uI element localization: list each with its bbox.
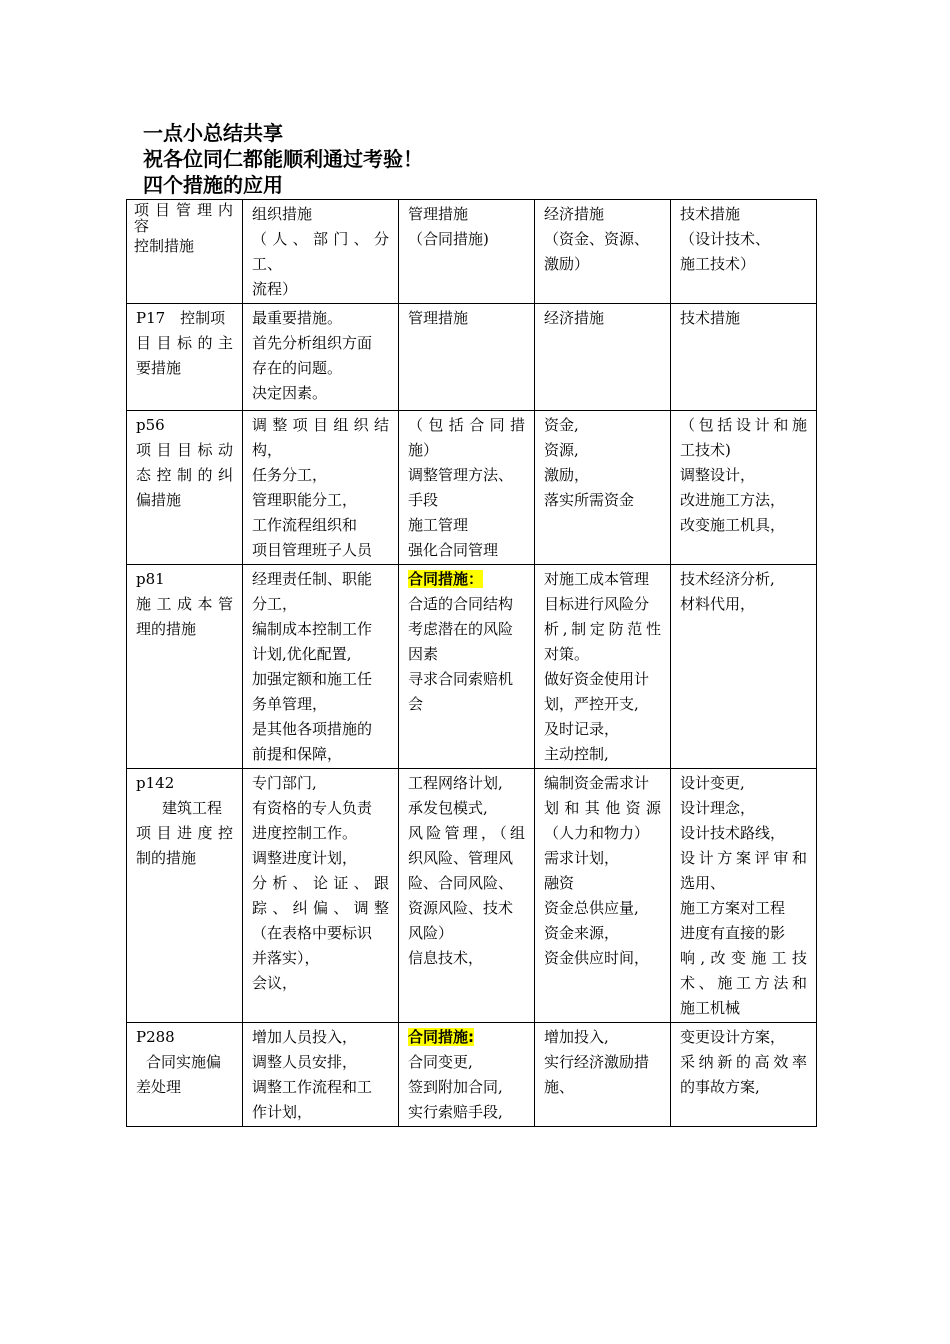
cell-line: 调整设计， — [680, 466, 756, 484]
cell-line: 决定因素。 — [252, 384, 328, 402]
cell-line: 因素 — [408, 645, 439, 663]
document-headings — [143, 120, 423, 198]
cell-line: 并落实）， — [252, 949, 320, 967]
cell-line: 技术措施 — [680, 309, 741, 327]
cell-line: （人、部门、分 — [252, 230, 389, 248]
cell-line: 激励） — [544, 255, 590, 273]
cell-line: 作计划， — [252, 1103, 313, 1121]
cell-line: 划和其他资源 — [544, 799, 661, 817]
cell-line: 采纳新的高效率 — [680, 1053, 807, 1071]
cell-line: 调整管理方法、 — [408, 466, 514, 484]
cell-line: 专门部门, — [252, 774, 317, 792]
cell-line: 施工成本管 — [136, 595, 233, 613]
cell-line: P17 控制项 — [136, 309, 226, 327]
cell-line: 组织措施 — [252, 205, 313, 223]
cell-line: P288 — [136, 1028, 175, 1046]
table-cell — [671, 769, 817, 1023]
cell-line: （包括合同措 — [408, 416, 525, 434]
cell-line: 务单管理， — [252, 695, 328, 713]
cell-line: 技术经济分析, — [680, 570, 775, 588]
cell-line: （合同措施) — [408, 230, 489, 248]
cell-line: 资金来源， — [544, 924, 620, 942]
cell-line: 最重要措施。 — [252, 309, 343, 327]
table-header-row — [127, 200, 817, 304]
cell-line: 经理责任制、职能 — [252, 570, 373, 588]
table-cell — [243, 1023, 399, 1127]
row-label-cell — [127, 565, 243, 769]
cell-line: 有资格的专人负责 — [252, 799, 373, 817]
cell-line: 合同变更, — [408, 1053, 473, 1071]
cell-line: 响,改变施工技 — [680, 949, 807, 967]
cell-line: 实行索赔手段, — [408, 1103, 503, 1121]
cell-line: 管理措施 — [408, 309, 469, 327]
table-cell — [243, 565, 399, 769]
cell-line: 是其他各项措施的 — [252, 720, 373, 738]
cell-line: 及时记录， — [544, 720, 620, 738]
table-cell — [535, 1023, 671, 1127]
cell-line: 项目目标动 — [136, 441, 233, 459]
header-cell-economic — [535, 200, 671, 304]
cell-line: 构， — [252, 441, 283, 459]
row-label-cell — [127, 411, 243, 565]
cell-line: 会 — [408, 695, 424, 713]
cell-line: 会议， — [252, 974, 298, 992]
cell-line: 管理职能分工， — [252, 491, 358, 509]
table-cell — [671, 304, 817, 411]
cell-line: 划，严控开支, — [544, 695, 639, 713]
heading-measures: 四个措施的应用 — [143, 173, 283, 197]
header-cell-content — [127, 200, 243, 304]
cell-line: 调整人员安排， — [252, 1053, 358, 1071]
header-cell-organization — [243, 200, 399, 304]
cell-line: 主动控制, — [544, 745, 609, 763]
cell-line: 风险管理，（组 — [408, 824, 525, 842]
table-cell — [671, 565, 817, 769]
cell-line: 签到附加合同, — [408, 1078, 503, 1096]
row-label-cell — [127, 304, 243, 411]
cell-line: 资金总供应量, — [544, 899, 639, 917]
table-cell — [535, 769, 671, 1023]
cell-line: 加强定额和施工任 — [252, 670, 373, 688]
cell-line: 流程） — [252, 280, 298, 298]
table-row — [127, 411, 817, 565]
cell-line: 理的措施 — [136, 620, 197, 638]
table-cell — [243, 304, 399, 411]
cell-line: 偏措施 — [136, 491, 182, 509]
cell-line: 对施工成本管理 — [544, 570, 650, 588]
table-cell — [399, 411, 535, 565]
cell-line: 手段 — [408, 491, 439, 509]
table-cell — [399, 1023, 535, 1127]
cell-line: 织风险、管理风 — [408, 849, 514, 867]
cell-line: 需求计划， — [544, 849, 620, 867]
cell-line: 踪、纠偏、调整 — [252, 899, 389, 917]
header-cell-management — [399, 200, 535, 304]
cell-line: 分析、论证、跟 — [252, 874, 389, 892]
cell-line: 施工方案对工程 — [680, 899, 786, 917]
contract-measures-highlight: 合同措施： — [408, 570, 484, 588]
heading-share: 一点小总结共享 — [143, 121, 283, 145]
cell-line: p81 — [136, 570, 165, 588]
cell-line: 经济措施 — [544, 309, 605, 327]
cell-line: 工技术) — [680, 441, 731, 459]
cell-line: 调整进度计划， — [252, 849, 358, 867]
cell-line: 施工管理 — [408, 516, 469, 534]
cell-line: 改进施工方法， — [680, 491, 786, 509]
cell-line: 经济措施 — [544, 205, 605, 223]
cell-line: 编制资金需求计 — [544, 774, 650, 792]
cell-line: 态控制的纠 — [136, 466, 233, 484]
cell-line: 工作流程组织和 — [252, 516, 358, 534]
cell-line: 施工技术） — [680, 255, 756, 273]
cell-line: 激励， — [544, 466, 590, 484]
cell-line: 分工， — [252, 595, 298, 613]
cell-line: 调整项目组织结 — [252, 416, 389, 434]
table-cell — [243, 769, 399, 1023]
cell-line: 项目管理班子人员 — [252, 541, 373, 559]
cell-line — [408, 1025, 525, 1050]
table-cell — [399, 304, 535, 411]
cell-line: 材料代用， — [680, 595, 756, 613]
cell-line: 设计理念， — [680, 799, 756, 817]
table-cell — [535, 565, 671, 769]
table-cell — [399, 565, 535, 769]
table-row — [127, 769, 817, 1023]
table-cell — [243, 411, 399, 565]
cell-line: （在表格中要标识 — [252, 924, 373, 942]
cell-line: 设计变更, — [680, 774, 745, 792]
cell-line: 选用、 — [680, 874, 726, 892]
cell-line: 的事故方案, — [680, 1078, 760, 1096]
cell-line: 项目进度控 — [136, 824, 233, 842]
cell-line: p56 — [136, 416, 165, 434]
cell-line: 承发包模式, — [408, 799, 488, 817]
table-cell — [671, 1023, 817, 1127]
table-row — [127, 304, 817, 411]
row-label-cell — [127, 1023, 243, 1127]
cell-line: 考虑潜在的风险 — [408, 620, 514, 638]
cell-line: （资金、资源、 — [544, 230, 650, 248]
cell-line: 寻求合同索赔机 — [408, 670, 514, 688]
cell-line: 资源, — [544, 441, 579, 459]
cell-line: 风险） — [408, 924, 454, 942]
cell-line — [408, 567, 525, 592]
cell-line: 容 — [134, 217, 150, 235]
cell-line: 管理措施 — [408, 205, 469, 223]
cell-line: 调整工作流程和工 — [252, 1078, 373, 1096]
cell-line: 信息技术， — [408, 949, 484, 967]
cell-line: 合适的合同结构 — [408, 595, 514, 613]
cell-line: 增加人员投入， — [252, 1028, 358, 1046]
table-cell — [671, 411, 817, 565]
cell-line: 施、 — [544, 1078, 575, 1096]
table-cell — [535, 304, 671, 411]
cell-line: 增加投入, — [544, 1028, 609, 1046]
cell-line: 工程网络计划, — [408, 774, 503, 792]
cell-line: 设计方案评审和 — [680, 849, 807, 867]
table-cell — [399, 769, 535, 1023]
cell-line: 对策。 — [544, 645, 590, 663]
cell-line: 技术措施 — [680, 205, 741, 223]
cell-line: （包括设计和施 — [680, 416, 807, 434]
cell-line: 建筑工程 — [162, 799, 223, 817]
cell-line: （人力和物力） — [544, 824, 650, 842]
table-row — [127, 565, 817, 769]
cell-line: 融资 — [544, 874, 575, 892]
header-cell-technical — [671, 200, 817, 304]
cell-line: 任务分工， — [252, 466, 328, 484]
heading-wish: 祝各位同仁都能顺利通过考验！ — [143, 147, 423, 171]
cell-line: 析,制定防范性 — [544, 620, 661, 638]
cell-line: 资金供应时间， — [544, 949, 650, 967]
cell-line: 设计技术路线， — [680, 824, 786, 842]
cell-line: 改变施工机具， — [680, 516, 786, 534]
cell-line: 强化合同管理 — [408, 541, 499, 559]
measures-table — [126, 199, 817, 1127]
cell-line: 资金, — [544, 416, 579, 434]
cell-line: 首先分析组织方面 — [252, 334, 373, 352]
cell-line: 目目标的主 — [136, 334, 233, 352]
cell-line: 差处理 — [136, 1078, 182, 1096]
cell-line: 制的措施 — [136, 849, 197, 867]
cell-line: 资源风险、技术 — [408, 899, 514, 917]
cell-line: 施工机械 — [680, 999, 741, 1017]
cell-line: p142 — [136, 774, 175, 792]
cell-line: 项目管理内 — [134, 201, 233, 219]
cell-line: 落实所需资金 — [544, 491, 635, 509]
cell-line: 编制成本控制工作 — [252, 620, 373, 638]
table-row — [127, 1023, 817, 1127]
cell-line: 术、施工方法和 — [680, 974, 807, 992]
cell-line: （设计技术、 — [680, 230, 771, 248]
cell-line: 进度有直接的影 — [680, 924, 786, 942]
row-label-cell — [127, 769, 243, 1023]
cell-line: 险、合同风险、 — [408, 874, 514, 892]
cell-line: 前提和保障， — [252, 745, 343, 763]
cell-line: 做好资金使用计 — [544, 670, 650, 688]
cell-line: 目标进行风险分 — [544, 595, 650, 613]
cell-line: 变更设计方案， — [680, 1028, 786, 1046]
cell-line: 合同实施偏 — [146, 1053, 222, 1071]
cell-line: 存在的问题。 — [252, 359, 343, 377]
contract-measures-highlight: 合同措施: — [408, 1028, 474, 1046]
cell-line: 进度控制工作。 — [252, 824, 358, 842]
cell-line: 要措施 — [136, 359, 182, 377]
cell-line: 计划,优化配置, — [252, 645, 352, 663]
table-cell — [535, 411, 671, 565]
cell-line: 控制措施 — [134, 237, 195, 255]
cell-line: 施） — [408, 441, 439, 459]
cell-line: 实行经济激励措 — [544, 1053, 650, 1071]
cell-line: 工、 — [252, 255, 283, 273]
